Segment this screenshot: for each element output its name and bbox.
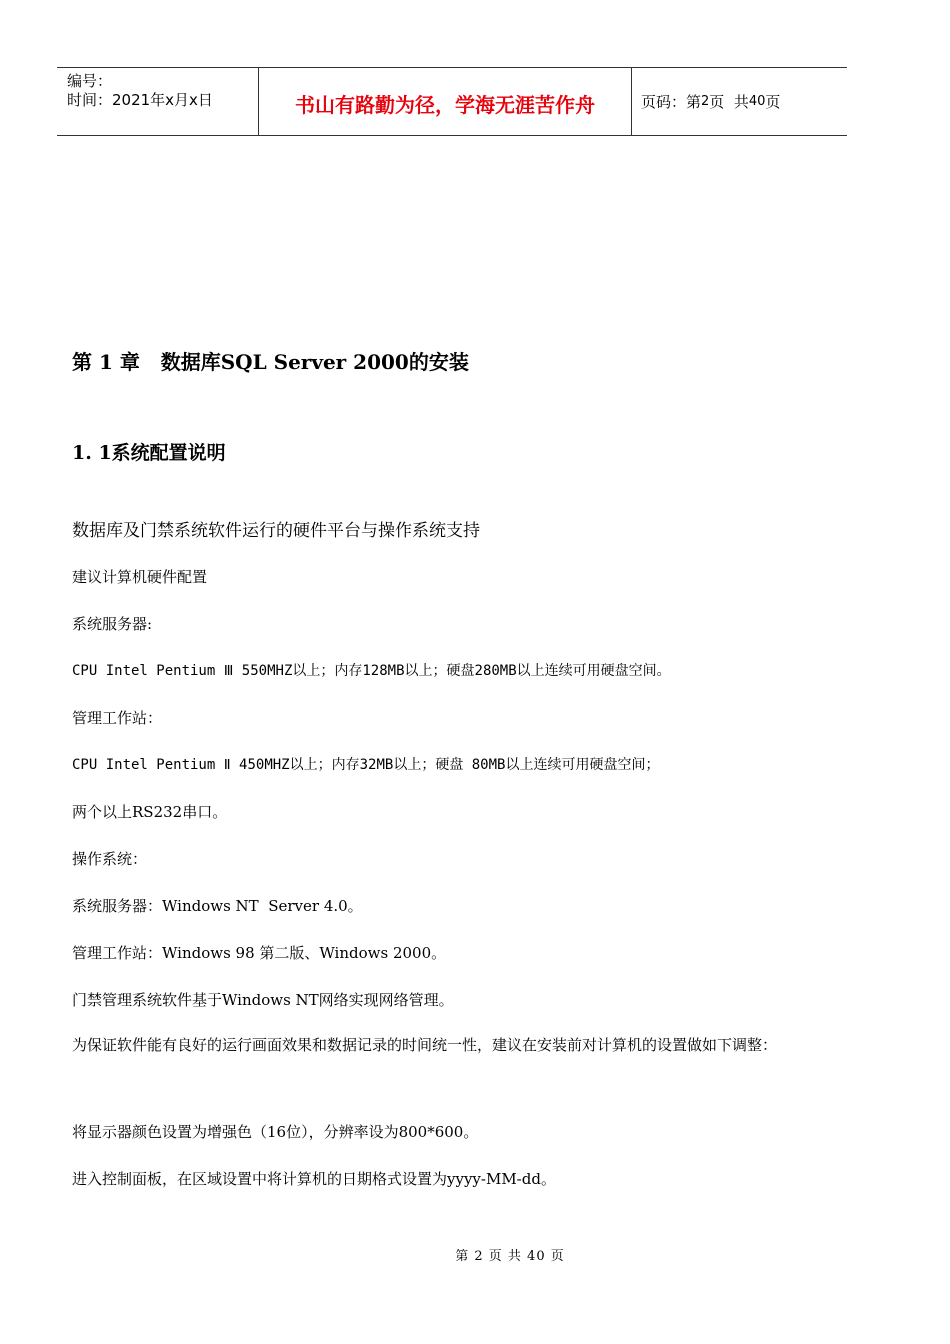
paragraph: 门禁管理系统软件基于Windows NT网络实现网络管理。 xyxy=(72,991,454,1009)
header-page-label: 页码：第 xyxy=(641,93,702,111)
header-number-label: 编号： xyxy=(67,72,113,90)
section-title: 1. 1系统配置说明 xyxy=(72,442,226,464)
paragraph: 管理工作站：Windows 98 第二版、Windows 2000。 xyxy=(72,944,447,962)
paragraph: 数据库及门禁系统软件运行的硬件平台与操作系统支持 xyxy=(72,521,480,541)
header-meta xyxy=(57,68,259,135)
paragraph: 两个以上RS232串口。 xyxy=(72,803,228,821)
paragraph: 建议计算机硬件配置 xyxy=(72,568,208,586)
paragraph: CPU Intel Pentium Ⅱ 450MHZ以上；内存32MB以上；硬盘 80MB以上连续可用硬盘空间； xyxy=(72,757,660,773)
paragraph: 将显示器颜色设置为增强色（16位），分辨率设为800*600。 xyxy=(72,1123,479,1141)
header-motto: 书山有路勤为径，学海无涯苦作舟 xyxy=(259,68,632,135)
paragraph: 系统服务器: xyxy=(72,615,153,633)
header-page-total: 40 xyxy=(748,94,766,109)
page-footer: 第 2 页 共 40 页 xyxy=(455,1249,565,1264)
header-page-end: 页 xyxy=(765,93,781,111)
header-page-mid: 页 共 xyxy=(709,93,749,111)
paragraph: 操作系统： xyxy=(72,850,148,868)
paragraph: CPU Intel Pentium Ⅲ 550MHZ以上；内存128MB以上；硬盘280MB以上连续可用硬盘空间。 xyxy=(72,663,671,679)
page-header xyxy=(57,67,847,136)
paragraph: 为保证软件能有良好的运行画面效果和数据记录的时间统一性，建议在安装前对计算机的设置做如下调整： xyxy=(72,1036,778,1054)
paragraph: 进入控制面板，在区域设置中将计算机的日期格式设置为yyyy-MM-dd。 xyxy=(72,1170,556,1188)
paragraph: 管理工作站： xyxy=(72,709,163,727)
header-page-info xyxy=(632,68,847,135)
paragraph: 系统服务器：Windows NT Server 4.0。 xyxy=(72,897,363,915)
chapter-title: 第 1 章 数据库SQL Server 2000的安装 xyxy=(72,350,469,374)
header-time-label: 时间：2021年x月x日 xyxy=(67,91,213,109)
header-page-current: 2 xyxy=(701,94,710,109)
